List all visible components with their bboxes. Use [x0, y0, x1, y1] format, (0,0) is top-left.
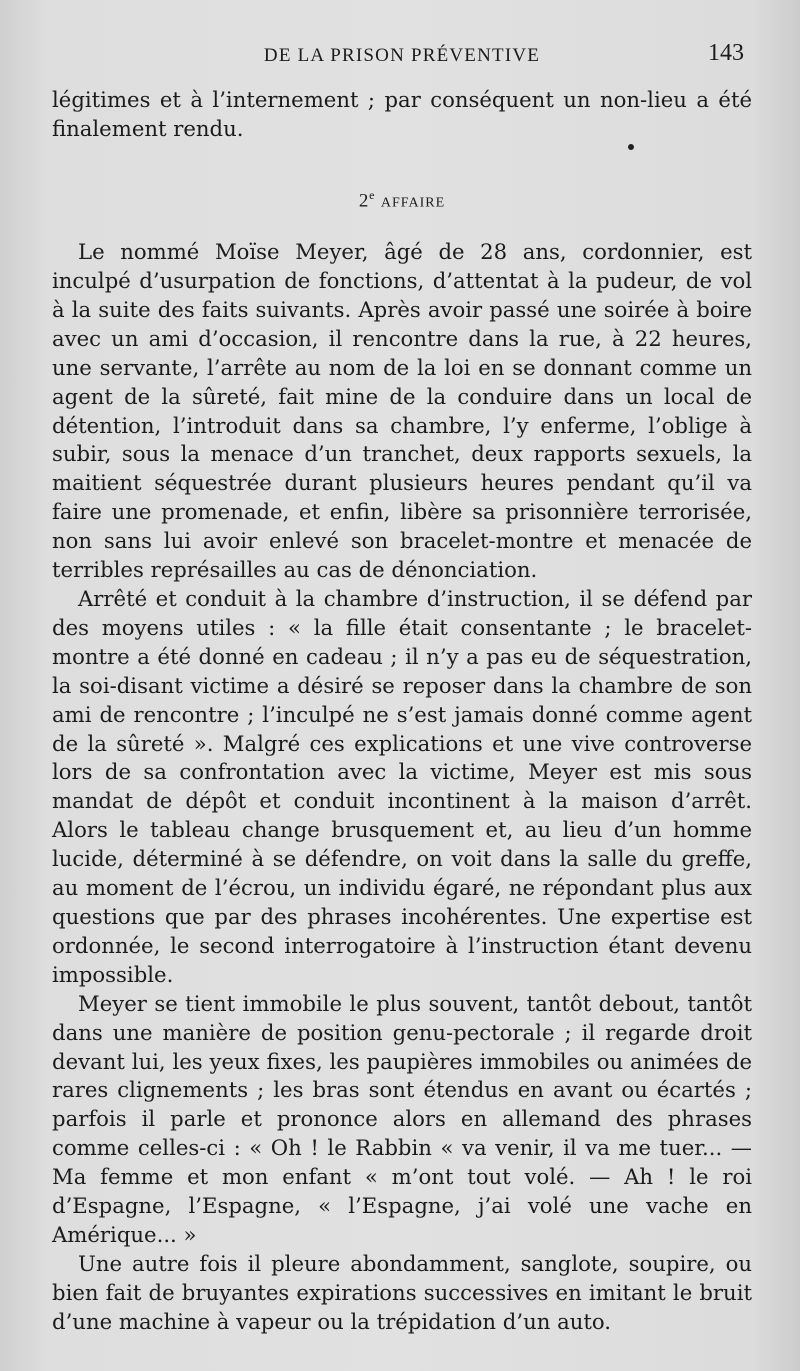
body-text — [52, 86, 752, 1337]
running-head — [52, 38, 752, 78]
running-title: DE LA PRISON PRÉVENTIVE — [263, 45, 541, 66]
ink-speck — [628, 144, 634, 150]
section-heading — [52, 184, 752, 214]
section-number-superscript: e — [369, 187, 376, 202]
paragraph: Arrêté et conduit à la chambre d’instruction, il se défend par des moyens utiles : « la fille était consentante ; le bracelet-montre a été donné en cadeau ; il n’y a pas eu de séquestration, la soi-disant victime a désiré se reposer dans la chambre de son ami de rencontre ; l’inculpé ne s’est jamais donné comme agent de la sûreté ». Malgré ces explications et une vive controverse lors de sa confrontation avec la victime, Meyer est mis sous mandat de dépôt et conduit incontinent à la maison d’arrêt. Alors le tableau change brusquement et, au lieu d’un homme lucide, déterminé à se défendre, on voit dans la salle du greffe, au moment de l’écrou, un individu égaré, ne répondant plus aux questions que par des phrases incohérentes. Une expertise est ordonnée, le second interrogatoire à l’instruction étant devenu impossible. — [52, 586, 752, 987]
paragraph-continuation: légitimes et à l’internement ; par conséquent un non-lieu a été finalement rendu. — [52, 87, 752, 141]
section-number: 2 — [358, 190, 370, 212]
paragraph: Meyer se tient immobile le plus souvent, tantôt debout, tantôt dans une manière de position genu-pectorale ; il regarde droit devant lui, les yeux fixes, les paupières immobiles ou animées de rares clignements ; les bras sont étendus en avant ou écartés ; parfois il parle et prononce alors en allemand des phrases comme celles-ci : « Oh ! le Rabbin « va venir, il va me tuer... — Ma femme et mon enfant « m’ont tout volé. — Ah ! le roi d’Espagne, l’Espagne, « l’Espagne, j’ai volé une vache en Amérique... » — [52, 990, 752, 1247]
paragraph: Une autre fois il pleure abondamment, sanglote, soupire, ou bien fait de bruyantes expirations successives en imitant le bruit d’une machine à vapeur ou la trépidation d’un auto. — [52, 1250, 752, 1334]
page-number: 143 — [708, 40, 744, 66]
section-title: AFFAIRE — [380, 195, 446, 211]
paragraph: Le nommé Moïse Meyer, âgé de 28 ans, cordonnier, est inculpé d’usurpation de fonctions, d’attentat à la pudeur, de vol à la suite des faits suivants. Après avoir passé une soirée à boire avec un ami d’occasion, il rencontre dans la rue, à 22 heures, une servante, l’arrête au nom de la loi en se donnant comme un agent de la sûreté, fait mine de la conduire dans un local de détention, l’introduit dans sa chambre, l’y enferme, l’oblige à subir, sous la menace d’un tranchet, deux rapports sexuels, la maitient séquestrée durant plusieurs heures pendant qu’il va faire une promenade, et enfin, libère sa prisonnière terrorisée, non sans lui avoir enlevé son bracelet-montre et menacée de terribles représailles au cas de dénonciation. — [52, 239, 752, 583]
